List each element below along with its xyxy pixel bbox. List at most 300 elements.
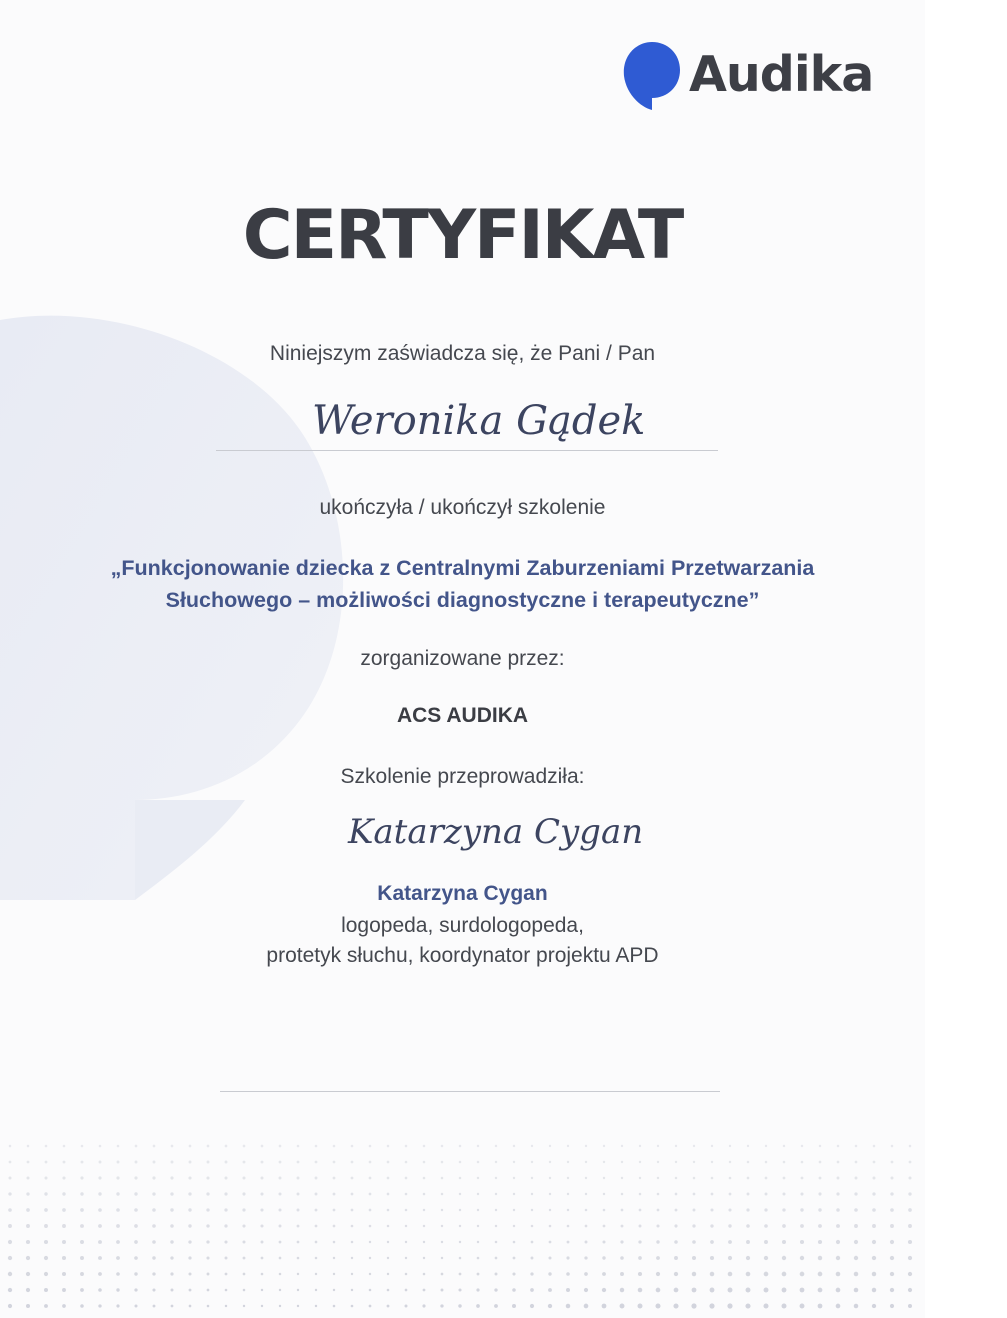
decorative-dot xyxy=(207,1273,210,1276)
decorative-dot xyxy=(45,1161,48,1164)
decorative-dot xyxy=(62,1288,66,1292)
decorative-dot xyxy=(441,1193,444,1196)
decorative-dot xyxy=(566,1272,570,1276)
decorative-dot xyxy=(44,1192,47,1195)
decorative-dot xyxy=(170,1256,173,1259)
decorative-dot xyxy=(800,1304,805,1309)
decorative-dot xyxy=(62,1240,66,1244)
decorative-dot xyxy=(117,1145,120,1148)
decorative-dot xyxy=(405,1145,408,1148)
decorative-dot xyxy=(170,1224,174,1228)
decorative-dot xyxy=(728,1224,731,1227)
decorative-dot xyxy=(242,1224,245,1227)
decorative-dot xyxy=(621,1225,624,1228)
decorative-dot xyxy=(836,1192,839,1195)
decorative-dot xyxy=(495,1209,497,1211)
decorative-dot xyxy=(80,1176,83,1179)
decorative-dot xyxy=(351,1177,354,1180)
decorative-dot xyxy=(764,1224,768,1228)
decorative-dot xyxy=(783,1145,785,1147)
decorative-dot xyxy=(423,1209,425,1211)
decorative-dot xyxy=(225,1145,228,1148)
decorative-dot xyxy=(890,1192,893,1195)
decorative-dot xyxy=(225,1161,228,1164)
brand-name: Audika xyxy=(689,46,874,103)
decorative-dot xyxy=(657,1145,659,1147)
decorative-dot xyxy=(459,1257,462,1260)
decorative-dot xyxy=(243,1145,246,1148)
decorative-dot xyxy=(117,1161,120,1164)
decorative-dot xyxy=(8,1288,12,1292)
decorative-dot xyxy=(63,1145,66,1148)
decorative-dot xyxy=(206,1256,209,1259)
decorative-dot xyxy=(189,1289,192,1292)
decorative-dot xyxy=(495,1273,498,1276)
decorative-dot xyxy=(260,1208,263,1211)
decorative-dot xyxy=(638,1256,642,1260)
decorative-dot xyxy=(8,1304,12,1308)
bottom-signature-line xyxy=(220,1091,720,1092)
decorative-dot xyxy=(423,1177,426,1180)
decorative-dot xyxy=(189,1161,192,1164)
decorative-dot xyxy=(530,1272,533,1275)
decorative-dot xyxy=(639,1177,641,1179)
decorative-dot xyxy=(621,1193,624,1196)
decorative-dot xyxy=(243,1273,246,1276)
decorative-dot xyxy=(908,1256,912,1260)
decorative-dot xyxy=(134,1224,138,1228)
decorative-dot xyxy=(657,1193,660,1196)
decorative-dot xyxy=(621,1145,623,1147)
decorative-dot xyxy=(837,1161,840,1164)
decorative-dot xyxy=(260,1224,263,1227)
decorative-dot xyxy=(673,1303,678,1308)
decorative-dot xyxy=(747,1161,750,1164)
decorative-dot xyxy=(873,1161,876,1164)
decorative-dot xyxy=(297,1145,300,1148)
decorative-dot xyxy=(44,1208,48,1212)
decorative-dot xyxy=(693,1209,696,1212)
decorative-dot xyxy=(782,1304,787,1309)
decorative-dot xyxy=(531,1161,533,1163)
decorative-dot xyxy=(333,1225,336,1228)
decorative-dot xyxy=(675,1161,677,1163)
decorative-dot xyxy=(763,1303,768,1308)
decorative-dot xyxy=(855,1161,858,1164)
decorative-dot xyxy=(116,1256,120,1260)
decorative-dot xyxy=(620,1304,625,1309)
decorative-dot xyxy=(297,1193,300,1196)
decorative-dot xyxy=(333,1209,336,1212)
decorative-dot xyxy=(765,1177,768,1180)
decorative-dot xyxy=(494,1304,498,1308)
decorative-dot xyxy=(890,1224,894,1228)
trainer-roles-line-1: logopeda, surdologopeda, xyxy=(341,914,584,937)
decorative-dot xyxy=(279,1257,282,1260)
decorative-dot xyxy=(674,1272,678,1276)
decorative-dot xyxy=(279,1225,282,1228)
decorative-dot xyxy=(549,1145,551,1147)
course-title-line-1: „Funkcjonowanie dziecka z Centralnymi Zaburzeniami Przetwarzania xyxy=(110,556,815,580)
decorative-dot xyxy=(656,1288,661,1293)
decorative-dot xyxy=(513,1209,515,1211)
decorative-dot xyxy=(728,1256,732,1260)
decorative-dot xyxy=(801,1177,804,1180)
decorative-dot xyxy=(549,1193,551,1195)
decorative-dot xyxy=(116,1288,119,1291)
decorative-dot xyxy=(854,1288,859,1293)
decorative-dot xyxy=(405,1257,407,1259)
decorative-dot xyxy=(207,1145,210,1148)
decorative-dot xyxy=(26,1256,30,1260)
decorative-dot xyxy=(459,1161,462,1164)
decorative-dot xyxy=(297,1177,300,1180)
decorative-dot xyxy=(224,1208,227,1211)
decorative-dot xyxy=(656,1240,659,1243)
decorative-dot xyxy=(44,1288,48,1292)
decorative-dot xyxy=(675,1177,678,1180)
decorative-dot xyxy=(872,1288,876,1292)
decorative-dot xyxy=(747,1145,749,1147)
decorative-dot xyxy=(513,1257,516,1260)
decorative-dot xyxy=(908,1304,912,1308)
decorative-dot xyxy=(134,1192,137,1195)
decorative-dot xyxy=(99,1145,102,1148)
decorative-dot xyxy=(206,1208,209,1211)
decorative-dot xyxy=(225,1273,228,1276)
decorative-dot xyxy=(369,1273,371,1275)
decorative-dot xyxy=(44,1304,48,1308)
decorative-dot xyxy=(890,1240,894,1244)
organizer-name: ACS AUDIKA xyxy=(396,704,529,727)
decorative-dot xyxy=(567,1145,569,1147)
decorative-dot xyxy=(890,1304,894,1308)
decorative-dot xyxy=(854,1304,859,1309)
decorative-dot xyxy=(26,1240,30,1244)
decorative-dot xyxy=(620,1288,624,1292)
decorative-dot xyxy=(477,1225,479,1227)
decorative-dot xyxy=(585,1209,588,1212)
decorative-dot xyxy=(260,1192,263,1195)
decorative-dot xyxy=(782,1192,785,1195)
decorative-dot xyxy=(782,1224,786,1228)
decorative-dot xyxy=(242,1208,245,1211)
decorative-dot xyxy=(709,1303,714,1308)
decorative-dot xyxy=(80,1192,83,1195)
decorative-dot xyxy=(422,1304,425,1307)
decorative-dot xyxy=(890,1256,894,1260)
decorative-dot xyxy=(531,1257,534,1260)
decorative-dot xyxy=(62,1192,65,1195)
decorative-dot xyxy=(854,1208,858,1212)
decorative-dot xyxy=(8,1256,12,1260)
decorative-dot xyxy=(333,1289,335,1291)
decorative-dot xyxy=(297,1257,300,1260)
decorative-dot xyxy=(459,1209,461,1211)
decorative-dot xyxy=(369,1257,371,1259)
decorative-dot xyxy=(62,1208,66,1212)
decorative-dot xyxy=(261,1273,264,1276)
decorative-dot xyxy=(351,1225,354,1228)
decorative-dot xyxy=(872,1208,876,1212)
decorative-dot xyxy=(674,1224,677,1227)
decorative-dot xyxy=(657,1177,659,1179)
decorative-dot xyxy=(80,1224,84,1228)
decorative-dot xyxy=(513,1241,516,1244)
decorative-dot xyxy=(477,1241,479,1243)
decorative-dot xyxy=(351,1257,353,1259)
decorative-dot xyxy=(549,1209,551,1211)
decorative-dot xyxy=(530,1288,534,1292)
decorative-dot xyxy=(782,1272,787,1277)
decorative-dot xyxy=(8,1240,12,1244)
decorative-dot xyxy=(188,1224,191,1227)
decorative-dot xyxy=(746,1224,750,1228)
decorative-dot xyxy=(171,1305,174,1308)
decorative-dot xyxy=(333,1161,336,1164)
decorative-dot xyxy=(800,1272,805,1277)
decorative-dot xyxy=(189,1305,192,1308)
decorative-dot xyxy=(531,1177,533,1179)
decorative-dot xyxy=(692,1240,696,1244)
decorative-dot xyxy=(674,1240,678,1244)
decorative-dot xyxy=(152,1288,155,1291)
decorative-dot xyxy=(333,1193,336,1196)
decorative-dot xyxy=(423,1161,426,1164)
decorative-dot xyxy=(441,1145,444,1148)
decorative-dot xyxy=(152,1208,156,1212)
decorative-dot xyxy=(98,1304,101,1307)
decorative-dot xyxy=(423,1273,426,1276)
decorative-dot xyxy=(800,1208,803,1211)
decorative-dot xyxy=(746,1256,750,1260)
decorative-dot xyxy=(585,1145,587,1147)
page-edge xyxy=(925,0,1007,1318)
decorative-dot xyxy=(477,1177,479,1179)
decorative-dot xyxy=(602,1272,606,1276)
decorative-dot xyxy=(603,1161,605,1163)
decorative-dot xyxy=(423,1257,425,1259)
decorative-dot xyxy=(441,1161,444,1164)
decorative-dot xyxy=(513,1193,515,1195)
decorative-dot xyxy=(873,1177,876,1180)
certificate-title: CERTYFIKAT xyxy=(242,196,683,275)
decorative-dot xyxy=(297,1225,300,1228)
decorative-dot xyxy=(279,1161,282,1164)
decorative-dot xyxy=(764,1240,768,1244)
decorative-dot xyxy=(369,1177,372,1180)
decorative-dot xyxy=(8,1192,11,1195)
decorative-dot xyxy=(8,1224,12,1228)
decorative-dot xyxy=(315,1305,317,1307)
decorative-dot xyxy=(603,1193,605,1195)
decorative-dot xyxy=(459,1273,462,1276)
decorative-dot xyxy=(405,1161,408,1164)
decorative-dot xyxy=(387,1209,390,1212)
decorative-dot xyxy=(495,1257,498,1260)
decorative-dot xyxy=(691,1303,696,1308)
decorative-dot xyxy=(387,1273,389,1275)
decorative-dot xyxy=(405,1241,407,1243)
decorative-dot xyxy=(620,1272,624,1276)
decorative-dot xyxy=(188,1256,191,1259)
decorative-dot xyxy=(675,1145,677,1147)
conducted-by-label: Szkolenie przeprowadziła: xyxy=(340,765,585,788)
decorative-dot xyxy=(782,1208,785,1211)
decorative-dot xyxy=(135,1145,138,1148)
decorative-dot xyxy=(153,1161,156,1164)
decorative-dot xyxy=(746,1288,751,1293)
decorative-dot xyxy=(531,1241,534,1244)
decorative-dot xyxy=(819,1177,822,1180)
decorative-dot xyxy=(152,1256,155,1259)
speech-bubble-logo-icon xyxy=(622,40,682,112)
decorative-dot xyxy=(854,1240,858,1244)
decorative-dot xyxy=(675,1193,678,1196)
decorative-dot xyxy=(243,1161,246,1164)
decorative-dot xyxy=(405,1305,408,1308)
decorative-dot xyxy=(602,1256,605,1259)
decorative-dot xyxy=(170,1192,173,1195)
decorative-dot xyxy=(531,1145,533,1147)
decorative-dot xyxy=(818,1272,823,1277)
decorative-dot xyxy=(369,1193,372,1196)
decorative-dot xyxy=(909,1161,912,1164)
decorative-dot xyxy=(405,1289,408,1292)
decorative-dot xyxy=(818,1304,823,1309)
decorative-dot xyxy=(764,1208,767,1211)
decorative-dot xyxy=(26,1208,30,1212)
decorative-dot xyxy=(729,1193,732,1196)
decorative-dot xyxy=(800,1256,804,1260)
decorative-dot xyxy=(477,1209,479,1211)
decorative-dot xyxy=(44,1272,48,1276)
decorative-dot xyxy=(908,1192,911,1195)
decorative-dot xyxy=(692,1288,697,1293)
decorative-dot xyxy=(837,1145,840,1148)
dot-pattern-decoration xyxy=(0,1140,925,1318)
decorative-dot xyxy=(711,1177,714,1180)
decorative-dot xyxy=(315,1289,317,1291)
recipient-signature: Weronika Gądek xyxy=(312,398,646,444)
decorative-dot xyxy=(152,1192,155,1195)
decorative-dot xyxy=(98,1256,102,1260)
decorative-dot xyxy=(837,1177,840,1180)
decorative-dot xyxy=(170,1208,173,1211)
decorative-dot xyxy=(369,1209,372,1212)
decorative-dot xyxy=(566,1288,570,1292)
decorative-dot xyxy=(441,1257,443,1259)
decorative-dot xyxy=(134,1240,138,1244)
decorative-dot xyxy=(261,1161,264,1164)
decorative-dot xyxy=(279,1145,282,1148)
decorative-dot xyxy=(639,1209,642,1212)
decorative-dot xyxy=(369,1241,371,1243)
decorative-dot xyxy=(405,1209,408,1212)
decorative-dot xyxy=(638,1288,643,1293)
decorative-dot xyxy=(764,1288,769,1293)
decorative-dot xyxy=(153,1145,156,1148)
decorative-dot xyxy=(26,1288,30,1292)
decorative-dot xyxy=(908,1208,912,1212)
decorative-dot xyxy=(63,1161,66,1164)
decorative-dot xyxy=(476,1288,479,1291)
decorative-dot xyxy=(153,1305,156,1308)
course-title-line-2: Słuchowego – możliwości diagnostyczne i terapeutyczne” xyxy=(165,588,760,612)
decorative-dot xyxy=(26,1176,29,1179)
decorative-dot xyxy=(441,1241,443,1243)
decorative-dot xyxy=(908,1288,912,1292)
decorative-dot xyxy=(333,1145,336,1148)
decorative-dot xyxy=(441,1273,444,1276)
decorative-dot xyxy=(279,1273,282,1276)
decorative-dot xyxy=(908,1224,912,1228)
decorative-dot xyxy=(765,1193,768,1196)
decorative-dot xyxy=(746,1272,751,1277)
decorative-dot xyxy=(279,1177,282,1180)
decorative-dot xyxy=(62,1272,66,1276)
decorative-dot xyxy=(315,1257,318,1260)
decorative-dot xyxy=(746,1208,749,1211)
decorative-dot xyxy=(99,1161,102,1164)
decorative-dot xyxy=(746,1240,750,1244)
decorative-dot xyxy=(675,1209,678,1212)
decorative-dot xyxy=(693,1193,696,1196)
decorative-dot xyxy=(836,1208,840,1212)
decorative-dot xyxy=(477,1145,479,1147)
decorative-dot xyxy=(692,1256,696,1260)
completion-text: ukończyła / ukończył szkolenie xyxy=(319,496,606,519)
decorative-dot xyxy=(531,1193,533,1195)
decorative-dot xyxy=(134,1288,137,1291)
decorative-dot xyxy=(387,1241,389,1243)
decorative-dot xyxy=(855,1145,858,1148)
decorative-dot xyxy=(495,1225,497,1227)
decorative-dot xyxy=(351,1305,354,1308)
organized-by-label: zorganizowane przez: xyxy=(360,647,565,670)
decorative-dot xyxy=(297,1209,300,1212)
decorative-dot xyxy=(333,1273,335,1275)
decorative-dot xyxy=(711,1161,713,1163)
decorative-dot xyxy=(98,1240,102,1244)
decorative-dot xyxy=(441,1209,443,1211)
decorative-dot xyxy=(764,1256,768,1260)
decorative-dot xyxy=(566,1256,569,1259)
decorative-dot xyxy=(854,1256,858,1260)
decorative-dot xyxy=(801,1161,804,1164)
decorative-dot xyxy=(26,1304,30,1308)
decorative-dot xyxy=(134,1208,138,1212)
decorative-dot xyxy=(692,1272,696,1276)
decorative-dot xyxy=(836,1304,841,1309)
decorative-dot xyxy=(655,1303,660,1308)
decorative-dot xyxy=(800,1240,804,1244)
decorative-dot xyxy=(279,1241,282,1244)
decorative-dot xyxy=(243,1305,245,1307)
decorative-dot xyxy=(351,1209,354,1212)
decorative-dot xyxy=(188,1272,191,1275)
decorative-dot xyxy=(692,1224,695,1227)
decorative-dot xyxy=(315,1209,318,1212)
decorative-dot xyxy=(188,1192,191,1195)
decorative-dot xyxy=(872,1240,876,1244)
decorative-dot xyxy=(585,1161,587,1163)
decorative-dot xyxy=(908,1176,911,1179)
decorative-dot xyxy=(315,1161,318,1164)
decorative-dot xyxy=(242,1240,245,1243)
decorative-dot xyxy=(603,1177,605,1179)
decorative-dot xyxy=(207,1161,210,1164)
